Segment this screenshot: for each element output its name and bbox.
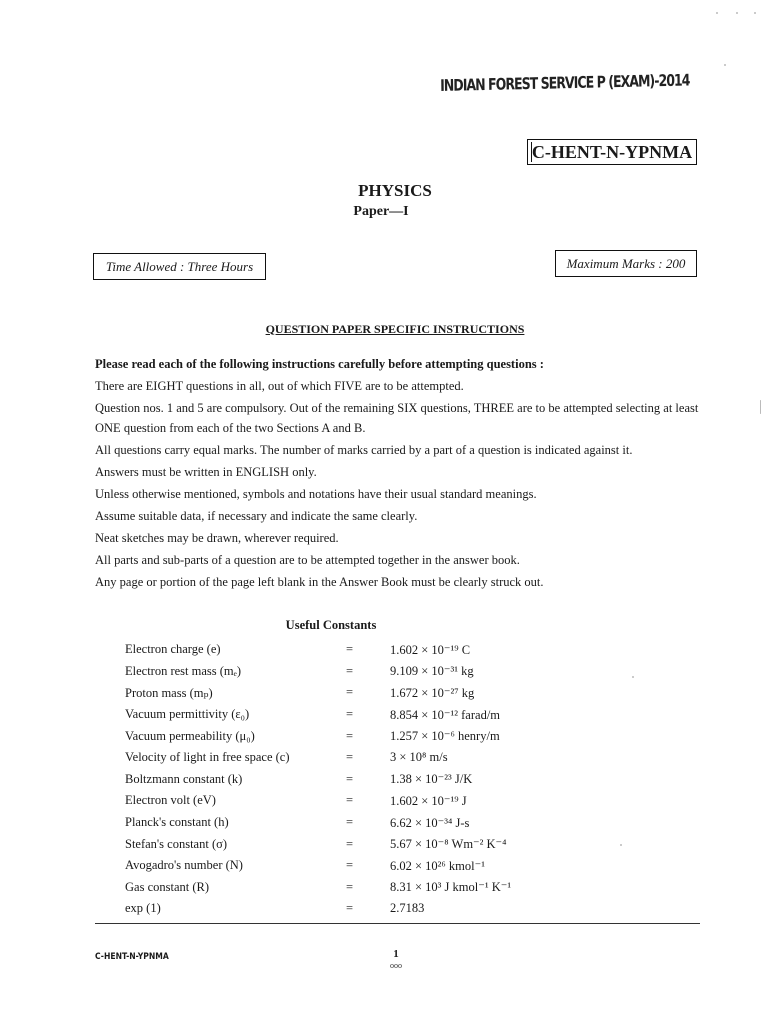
equals-sign: = bbox=[346, 836, 354, 851]
scan-speck bbox=[760, 400, 761, 414]
maximum-marks-box: Maximum Marks : 200 bbox=[555, 250, 697, 277]
scan-speck bbox=[736, 12, 738, 14]
constant-row bbox=[125, 704, 545, 726]
constant-name: Proton mass (mₚ) bbox=[125, 685, 213, 700]
scan-speck bbox=[724, 64, 726, 66]
instruction-item: Neat sketches may be drawn, wherever required. bbox=[95, 531, 339, 545]
constant-value: 2.7183 bbox=[390, 901, 425, 916]
equals-sign: = bbox=[346, 771, 354, 786]
equals-sign: = bbox=[346, 685, 354, 700]
constant-row bbox=[125, 725, 545, 747]
constant-name: Vacuum permittivity (ε₀) bbox=[125, 707, 250, 722]
constant-row bbox=[125, 769, 545, 791]
constant-name: Stefan's constant (σ) bbox=[125, 836, 228, 851]
constant-value: 6.02 × 10²⁶ kmol⁻¹ bbox=[390, 858, 485, 873]
constant-name: Boltzmann constant (k) bbox=[125, 771, 243, 786]
page-number-ornament: ooo bbox=[390, 961, 402, 970]
constant-name: exp (1) bbox=[125, 901, 161, 916]
equals-sign: = bbox=[346, 642, 354, 657]
constant-row bbox=[125, 682, 545, 704]
constant-value: 1.602 × 10⁻¹⁹ J bbox=[390, 793, 467, 808]
instruction-item: Answers must be written in ENGLISH only. bbox=[95, 465, 317, 479]
constants-table bbox=[125, 639, 545, 920]
instruction-item: All parts and sub-parts of a question are to be attempted together in the answer book. bbox=[95, 553, 520, 567]
equals-sign: = bbox=[346, 793, 354, 808]
equals-sign: = bbox=[346, 815, 354, 830]
constant-value: 5.67 × 10⁻⁸ Wm⁻² K⁻⁴ bbox=[390, 837, 507, 852]
equals-sign: = bbox=[346, 663, 354, 678]
equals-sign: = bbox=[346, 858, 354, 873]
scan-speck bbox=[632, 676, 634, 678]
page-number: 1 bbox=[393, 948, 399, 960]
constant-name: Electron rest mass (mₑ) bbox=[125, 663, 242, 678]
constant-row bbox=[125, 639, 545, 661]
equals-sign: = bbox=[346, 879, 354, 894]
exam-stamp: INDIAN FOREST SERVICE P (EXAM)-2014 bbox=[440, 70, 690, 95]
constant-value: 1.257 × 10⁻⁶ henry/m bbox=[390, 729, 500, 744]
constant-name: Vacuum permeability (μ₀) bbox=[125, 728, 255, 743]
instructions-lead: Please read each of the following instructions carefully before attempting questions : bbox=[95, 357, 544, 371]
instruction-item: Any page or portion of the page left blank in the Answer Book must be clearly struck out. bbox=[95, 575, 544, 589]
constant-row bbox=[125, 747, 545, 769]
constant-value: 9.109 × 10⁻³¹ kg bbox=[390, 664, 474, 679]
constant-name: Electron charge (e) bbox=[125, 642, 221, 657]
instruction-item: All questions carry equal marks. The number of marks carried by a part of a question is indicated against it. bbox=[95, 443, 633, 457]
equals-sign: = bbox=[346, 707, 354, 722]
equals-sign: = bbox=[346, 901, 354, 916]
equals-sign: = bbox=[346, 750, 354, 765]
constant-name: Avogadro's number (N) bbox=[125, 858, 243, 873]
constant-value: 8.854 × 10⁻¹² farad/m bbox=[390, 707, 501, 722]
constant-name: Velocity of light in free space (c) bbox=[125, 750, 290, 765]
constant-row bbox=[125, 661, 545, 683]
instructions-list bbox=[95, 354, 701, 594]
instruction-item: Unless otherwise mentioned, symbols and notations have their usual standard meanings. bbox=[95, 487, 537, 501]
instruction-item: There are EIGHT questions in all, out of which FIVE are to be attempted. bbox=[95, 379, 464, 393]
constants-heading: Useful Constants bbox=[285, 618, 377, 632]
scan-speck bbox=[754, 12, 756, 14]
paper-title: Paper—I bbox=[353, 204, 409, 219]
constant-row bbox=[125, 790, 545, 812]
instruction-item: Question nos. 1 and 5 are compulsory. Out of the remaining SIX questions, THREE are to be attempted selecting at least ONE question from each of the two Sections A and B. bbox=[95, 401, 699, 435]
constant-value: 8.31 × 10³ J kmol⁻¹ K⁻¹ bbox=[390, 880, 512, 895]
constant-row bbox=[125, 855, 545, 877]
constant-value: 6.62 × 10⁻³⁴ J-s bbox=[390, 815, 470, 830]
constant-row bbox=[125, 833, 545, 855]
constant-value: 1.672 × 10⁻²⁷ kg bbox=[390, 685, 475, 700]
constant-name: Planck's constant (h) bbox=[125, 815, 229, 830]
constant-value: 1.38 × 10⁻²³ J/K bbox=[390, 772, 473, 787]
equals-sign: = bbox=[346, 728, 354, 743]
scan-speck bbox=[620, 844, 622, 846]
constant-row bbox=[125, 898, 545, 920]
footer-booklet-code: C-HENT-N-YPNMA bbox=[95, 952, 169, 962]
time-allowed-box: Time Allowed : Three Hours bbox=[93, 253, 266, 280]
constant-value: 1.602 × 10⁻¹⁹ C bbox=[390, 642, 471, 657]
constant-name: Gas constant (R) bbox=[125, 879, 210, 894]
instructions-heading: QUESTION PAPER SPECIFIC INSTRUCTIONS bbox=[265, 322, 525, 336]
constant-name: Electron volt (eV) bbox=[125, 793, 216, 808]
constant-value: 3 × 10⁸ m/s bbox=[390, 750, 448, 765]
footer-rule bbox=[95, 923, 700, 924]
subject-title: PHYSICS bbox=[358, 181, 432, 200]
instruction-item: Assume suitable data, if necessary and indicate the same clearly. bbox=[95, 509, 418, 523]
constant-row bbox=[125, 812, 545, 834]
constant-row bbox=[125, 877, 545, 899]
scan-speck bbox=[716, 12, 718, 14]
booklet-code: C-HENT-N-YPNMA bbox=[527, 139, 697, 165]
